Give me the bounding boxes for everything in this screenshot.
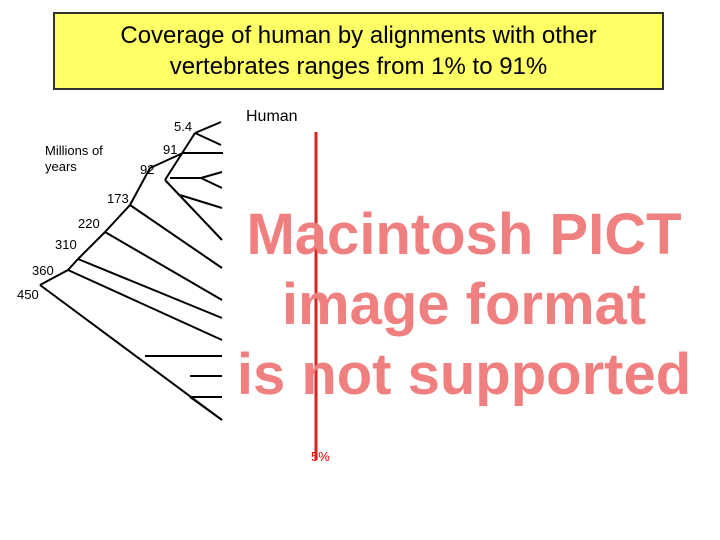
coverage-percent-label: 5% (311, 449, 330, 464)
years-axis-label: Millions of years (45, 143, 103, 174)
node-age-label: 92 (140, 162, 155, 177)
tree-branch (201, 172, 222, 178)
tree-branch (201, 178, 222, 188)
slide-title: Coverage of human by alignments with other vertebrates ranges from 1% to 91% (120, 22, 597, 80)
node-age-label: 360 (32, 263, 54, 278)
node-age-label: 450 (17, 287, 39, 302)
node-age-label: 310 (55, 237, 77, 252)
tree-branch (105, 205, 130, 232)
node-age-label: 173 (107, 191, 129, 206)
tree-branch (195, 122, 221, 133)
tree-branch (165, 180, 222, 240)
tree-branch (190, 397, 222, 420)
tree-branch (130, 205, 222, 268)
tree-branch (68, 270, 222, 340)
node-age-label: 220 (78, 216, 100, 231)
tree-branch (68, 259, 78, 270)
tree-branch (105, 232, 222, 300)
human-label: Human (246, 108, 298, 125)
node-age-label: 91 (163, 142, 178, 157)
node-age-label: 5.4 (174, 119, 193, 134)
tree-branch (195, 133, 221, 145)
tree-branch (78, 232, 105, 259)
unsupported-image-message: Macintosh PICT image format is not supported (236, 202, 692, 407)
